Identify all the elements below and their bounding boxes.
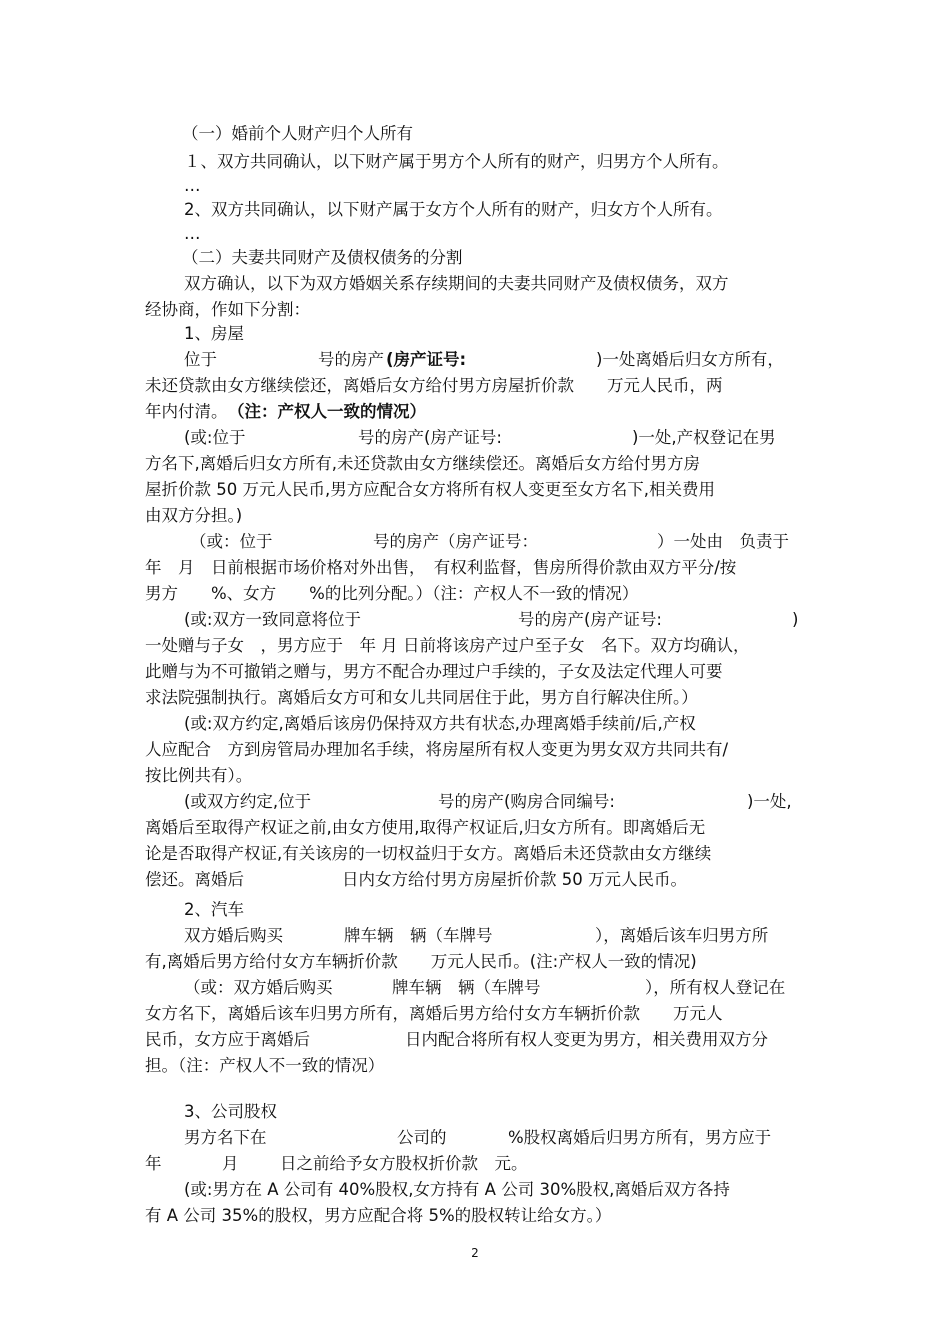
equity-opt2-text: (或:男方在 A 公司有 40%股权,女方持有 A 公司 30%股权,离婚后双方各持 [184,1180,730,1199]
house-opt3-text: 年 月 日前根据市场价格对外出售， 有权利监督，售房所得价款由双方平分/按 [145,558,737,577]
house-opt5-text: 人应配合 方到房管局办理加名手续，将房屋所有权人变更为男女双方共同共有/ [145,740,729,759]
section-heading-premarital: （一）婚前个人财产归个人所有 [182,124,413,143]
house-opt1-cert-label: (房产证号: [386,350,467,369]
house-opt4-text: ) [792,610,799,629]
house-opt2-text: 方名下,离婚后归女方所有,未还贷款由女方继续偿还。离婚后女方给付男方房 [145,454,700,473]
equity-opt1-text: 月 [222,1154,239,1173]
car-opt2-text: （或：双方婚后购买 [184,978,333,997]
car-opt2-text: 日内配合将所有权人变更为男方，相关费用双方分 [405,1030,768,1049]
equity-opt1-text: %股权离婚后归男方所有，男方应于 [508,1128,772,1147]
house-opt1-text: )一处离婚后归女方所有， [596,350,784,369]
intro-line: 经协商，作如下分割： [145,300,310,319]
equity-opt1-text: 公司的 [397,1128,447,1147]
house-opt4-text: 一处赠与子女 ，男方应于 年 月 日前将该房产过户至子女 名下。双方均确认， [145,636,750,655]
page-number: 2 [471,1246,479,1260]
house-opt3-text: 号的房产（房产证号： [373,532,538,551]
house-opt2-text: 由双方分担。) [145,506,243,525]
car-opt1-text: 牌车辆 辆（车牌号 [344,926,493,945]
house-opt1-note: （注：产权人一致的情况） [228,402,426,421]
house-opt6-text: (或双方约定,位于 [184,792,312,811]
section-heading-joint-property: （二）夫妻共同财产及债权债务的分割 [182,248,463,267]
house-opt6-text: 号的房产(购房合同编号: [438,792,615,811]
car-opt2-text: 女方名下，离婚后该车归男方所有，离婚后男方给付女方车辆折价款 万元人 [145,1004,723,1023]
equity-opt2-text: 有 A 公司 35%的股权，男方应配合将 5%的股权转让给女方。） [145,1206,612,1225]
house-opt6-text: 日内女方给付男方房屋折价款 50 万元人民币。 [342,870,687,889]
equity-opt1-text: 日之前给予女方股权折价款 元。 [280,1154,528,1173]
car-opt2-text: 民币，女方应于离婚后 [145,1030,310,1049]
house-opt1-text: 年内付清。 [145,402,228,421]
car-opt2-text: ），所有权人登记在 [645,978,786,997]
house-opt1-text: 号的房产 [318,350,384,369]
subheading-equity: 3、公司股权 [184,1102,277,1121]
ellipsis-male: … [184,176,201,195]
house-opt2-text: (或:位于 [184,428,246,447]
equity-opt1-text: 年 [145,1154,162,1173]
house-opt4-text: 号的房产(房产证号: [518,610,662,629]
house-opt2-text: 号的房产(房产证号: [358,428,502,447]
house-opt4-text: 此赠与为不可撤销之赠与，男方不配合办理过户手续的，子女及法定代理人可要 [145,662,723,681]
subheading-car: 2、汽车 [184,900,244,919]
house-opt2-text: 屋折价款 50 万元人民币,男方应配合女方将所有权人变更至女方名下,相关费用 [145,480,715,499]
equity-opt1-text: 男方名下在 [184,1128,267,1147]
house-opt4-text: (或:双方一致同意将位于 [184,610,361,629]
house-opt6-text: 离婚后至取得产权证之前,由女方使用,取得产权证后,归女方所有。即离婚后无 [145,818,706,837]
house-opt6-text: 偿还。离婚后 [145,870,244,889]
house-opt3-text: 男方 %、女方 %的比列分配。）（注：产权人不一致的情况） [145,584,639,603]
house-opt6-text: )一处, [747,792,792,811]
house-opt1-text: 位于 [184,350,217,369]
house-opt3-text: （或：位于 [190,532,273,551]
subheading-house: 1、房屋 [184,324,244,343]
house-opt1-text: 未还贷款由女方继续偿还，离婚后女方给付男方房屋折价款 万元人民币，两 [145,376,723,395]
house-opt4-text: 求法院强制执行。离婚后女方可和女儿共同居住于此，男方自行解决住所。） [145,688,698,707]
ellipsis-female: … [184,224,201,243]
house-opt5-text: 按比例共有）。 [145,766,253,785]
house-opt5-text: (或:双方约定,离婚后该房仍保持双方共有状态,办理离婚手续前/后,产权 [184,714,696,733]
car-opt2-text: 牌车辆 辆（车牌号 [392,978,541,997]
car-opt1-text: ），离婚后该车归男方所 [595,926,769,945]
house-opt3-text: ）一处由 负责于 [657,532,789,551]
intro-line: 双方确认，以下为双方婚姻关系存续期间的夫妻共同财产及债权债务，双方 [184,274,729,293]
car-opt1-text: 双方婚后购买 [184,926,283,945]
car-opt1-text: 有,离婚后男方给付女方车辆折价款 万元人民币。(注:产权人一致的情况) [145,952,697,971]
paragraph-male-property: １、双方共同确认，以下财产属于男方个人所有的财产，归男方个人所有。 [184,152,729,171]
house-opt6-text: 论是否取得产权证,有关该房的一切权益归于女方。离婚后未还贷款由女方继续 [145,844,712,863]
house-opt2-text: )一处,产权登记在男 [632,428,776,447]
paragraph-female-property: 2、双方共同确认，以下财产属于女方个人所有的财产，归女方个人所有。 [184,200,723,219]
car-opt2-text: 担。（注：产权人不一致的情况） [145,1056,385,1075]
